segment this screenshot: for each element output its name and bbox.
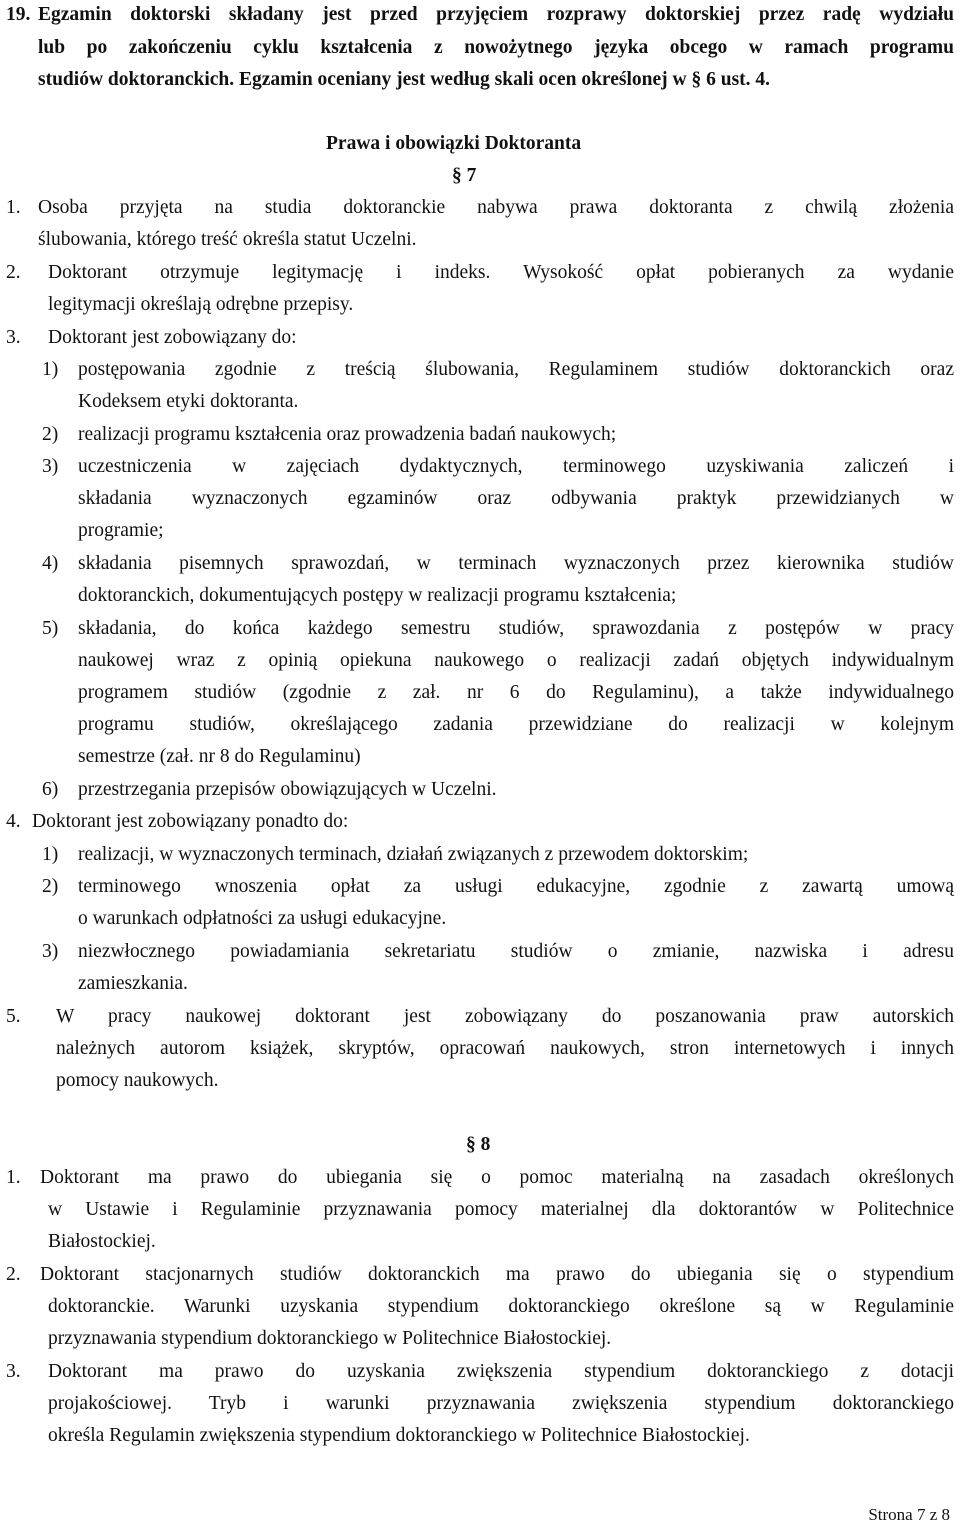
paragraph-line: pomocy naukowych. bbox=[56, 1070, 219, 1091]
list-number: 4) bbox=[42, 553, 59, 574]
paragraph-number: 1. bbox=[6, 1167, 21, 1188]
list-item-line: programie; bbox=[78, 520, 164, 541]
list-item-line: składania wyznaczonych egzaminów oraz odbywania praktyk przewidzianych w bbox=[78, 488, 954, 509]
list-item-line: postępowania zgodnie z treścią ślubowania, Regulaminem studiów doktoranckich oraz bbox=[78, 359, 954, 380]
list-item-line: zamieszkania. bbox=[78, 973, 188, 994]
list-number: 2) bbox=[42, 424, 59, 445]
page-number: Strona 7 z 8 bbox=[868, 1505, 950, 1524]
list-item-line: realizacji programu kształcenia oraz prowadzenia badań naukowych; bbox=[78, 424, 617, 445]
list-item-line: semestrze (zał. nr 8 do Regulaminu) bbox=[78, 746, 361, 767]
list-number: 3) bbox=[42, 941, 59, 962]
list-number: 5) bbox=[42, 618, 59, 639]
section-sign: § 8 bbox=[466, 1134, 491, 1155]
paragraph-line: Doktorant stacjonarnych studiów doktoranckich ma prawo do ubiegania się o stypendium bbox=[40, 1264, 954, 1285]
list-item-line: składania, do końca każdego semestru studiów, sprawozdania z postępów w pracy bbox=[78, 618, 954, 639]
paragraph-number: 4. bbox=[6, 811, 21, 832]
list-item-line: przestrzegania przepisów obowiązujących w Uczelni. bbox=[78, 779, 497, 800]
list-item-line: terminowego wnoszenia opłat za usługi edukacyjne, zgodnie z zawartą umową bbox=[78, 876, 954, 897]
paragraph-line: projakościowej. Tryb i warunki przyznawania zwiększenia stypendium doktoranckiego bbox=[48, 1393, 954, 1414]
list-item-line: programu studiów, określającego zadania przewidziane do realizacji w kolejnym bbox=[78, 714, 954, 735]
paragraph-line: W pracy naukowej doktorant jest zobowiązany do poszanowania praw autorskich bbox=[56, 1006, 954, 1027]
paragraph-line: ślubowania, którego treść określa statut Uczelni. bbox=[38, 229, 417, 250]
paragraph-line: przyznawania stypendium doktoranckiego w Politechnice Białostockiej. bbox=[48, 1328, 612, 1349]
list-item-line: doktoranckich, dokumentujących postępy w realizacji programu kształcenia; bbox=[78, 585, 677, 606]
paragraph-number: 5. bbox=[6, 1006, 21, 1027]
list-number: 1) bbox=[42, 359, 59, 380]
paragraph-number: 19. bbox=[6, 4, 31, 25]
paragraph-line: w Ustawie i Regulaminie przyznawania pomocy materialnej dla doktorantów w Politechnice bbox=[48, 1199, 954, 1220]
paragraph-line: Egzamin doktorski składany jest przed przyjęciem rozprawy doktorskiej przez radę wydziału bbox=[38, 4, 954, 25]
paragraph-line: określa Regulamin zwiększenia stypendium doktoranckiego w Politechnice Białostockiej. bbox=[48, 1425, 750, 1446]
paragraph-number: 2. bbox=[6, 1264, 21, 1285]
list-number: 2) bbox=[42, 876, 59, 897]
paragraph-line: należnych autorom książek, skryptów, opracowań naukowych, stron internetowych i innych bbox=[56, 1038, 954, 1059]
list-number: 6) bbox=[42, 779, 59, 800]
paragraph-line: Doktorant ma prawo do uzyskania zwiększenia stypendium doktoranckiego z dotacji bbox=[48, 1361, 954, 1382]
list-number: 1) bbox=[42, 844, 59, 865]
list-item-line: programem studiów (zgodnie z zał. nr 6 do Regulaminu), a także indywidualnego bbox=[78, 682, 954, 703]
paragraph-line: legitymacji określają odrębne przepisy. bbox=[48, 294, 354, 315]
list-item-line: o warunkach odpłatności za usługi edukacyjne. bbox=[78, 908, 447, 929]
list-item-line: uczestniczenia w zajęciach dydaktycznych, terminowego uzyskiwania zaliczeń i bbox=[78, 456, 954, 477]
paragraph-line: Doktorant jest zobowiązany ponadto do: bbox=[32, 811, 349, 832]
paragraph-number: 3. bbox=[6, 327, 21, 348]
paragraph-line: Białostockiej. bbox=[48, 1231, 156, 1252]
list-item-line: niezwłocznego powiadamiania sekretariatu studiów o zmianie, nazwiska i adresu bbox=[78, 941, 954, 962]
paragraph-line: Doktorant ma prawo do ubiegania się o pomoc materialną na zasadach określonych bbox=[40, 1167, 954, 1188]
paragraph-line: studiów doktoranckich. Egzamin oceniany jest według skali ocen określonej w § 6 ust. 4. bbox=[38, 69, 771, 90]
list-item-line: składania pisemnych sprawozdań, w terminach wyznaczonych przez kierownika studiów bbox=[78, 553, 954, 574]
paragraph-line: Doktorant jest zobowiązany do: bbox=[48, 327, 297, 348]
paragraph-line: Osoba przyjęta na studia doktoranckie nabywa prawa doktoranta z chwilą złożenia bbox=[38, 197, 954, 218]
list-item-line: realizacji, w wyznaczonych terminach, działań związanych z przewodem doktorskim; bbox=[78, 844, 749, 865]
paragraph-line: lub po zakończeniu cyklu kształcenia z nowożytnego języka obcego w ramach programu bbox=[38, 37, 954, 58]
paragraph-number: 3. bbox=[6, 1361, 21, 1382]
paragraph-line: Doktorant otrzymuje legitymację i indeks. Wysokość opłat pobieranych za wydanie bbox=[48, 262, 954, 283]
paragraph-line: doktoranckie. Warunki uzyskania stypendium doktoranckiego określone są w Regulaminie bbox=[48, 1296, 954, 1317]
list-item-line: Kodeksem etyki doktoranta. bbox=[78, 391, 299, 412]
list-number: 3) bbox=[42, 456, 59, 477]
paragraph-number: 2. bbox=[6, 262, 21, 283]
list-item-line: naukowej wraz z opinią opiekuna naukowego o realizacji zadań objętych indywidualnym bbox=[78, 650, 954, 671]
section-heading: Prawa i obowiązki Doktoranta bbox=[326, 133, 582, 154]
section-sign: § 7 bbox=[452, 165, 477, 186]
paragraph-number: 1. bbox=[6, 197, 21, 218]
